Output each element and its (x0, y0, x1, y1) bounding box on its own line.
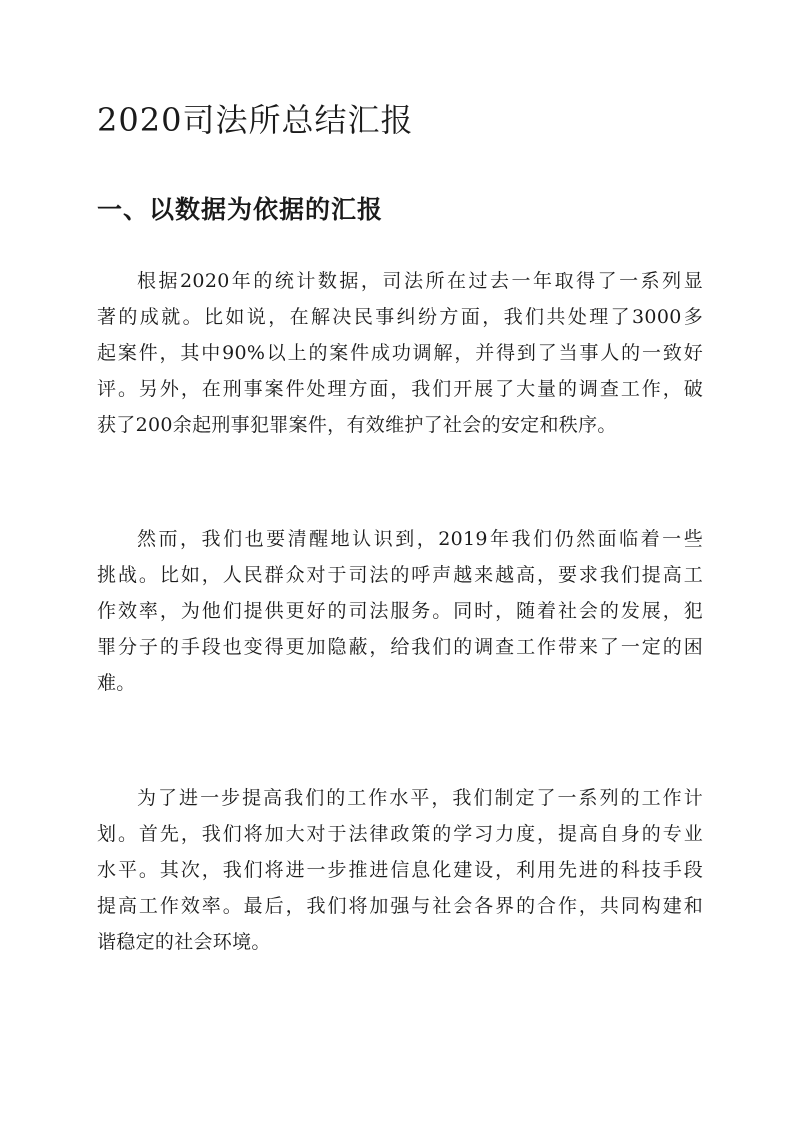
paragraph-line: 获了200余起刑事犯罪案件，有效维护了社会的安定和秩序。 (97, 414, 617, 436)
paragraph-work-plan (97, 780, 703, 960)
document-title: 2020司法所总结汇报 (97, 101, 414, 139)
paragraph-challenges (97, 521, 703, 701)
paragraph-line: 作效率，为他们提供更好的司法服务。同时，随着社会的发展，犯 (97, 600, 703, 622)
paragraph-line: 提高工作效率。最后，我们将加强与社会各界的合作，共同构建和 (97, 895, 703, 917)
paragraph-line: 挑战。比如，人民群众对于司法的呼声越来越高，要求我们提高工 (97, 564, 703, 586)
paragraph-line: 水平。其次，我们将进一步推进信息化建设，利用先进的科技手段 (97, 859, 703, 881)
paragraph-line: 著的成就。比如说，在解决民事纠纷方面，我们共处理了3000多 (97, 306, 703, 328)
paragraph-line: 谐稳定的社会环境。 (97, 931, 271, 953)
paragraph-line: 根据2020年的统计数据，司法所在过去一年取得了一系列显 (137, 270, 703, 292)
paragraph-statistics (97, 263, 703, 443)
paragraph-line: 为了进一步提高我们的工作水平，我们制定了一系列的工作计 (137, 787, 703, 809)
paragraph-line: 难。 (97, 672, 136, 694)
paragraph-line: 起案件，其中90%以上的案件成功调解，并得到了当事人的一致好 (97, 342, 703, 364)
paragraph-line: 划。首先，我们将加大对于法律政策的学习力度，提高自身的专业 (97, 823, 703, 845)
paragraph-line: 评。另外，在刑事案件处理方面，我们开展了大量的调查工作，破 (97, 378, 703, 400)
paragraph-line: 罪分子的手段也变得更加隐蔽，给我们的调查工作带来了一定的困 (97, 636, 703, 658)
section-heading: 一、以数据为依据的汇报 (97, 195, 384, 224)
paragraph-line: 然而，我们也要清醒地认识到，2019年我们仍然面临着一些 (137, 528, 703, 550)
